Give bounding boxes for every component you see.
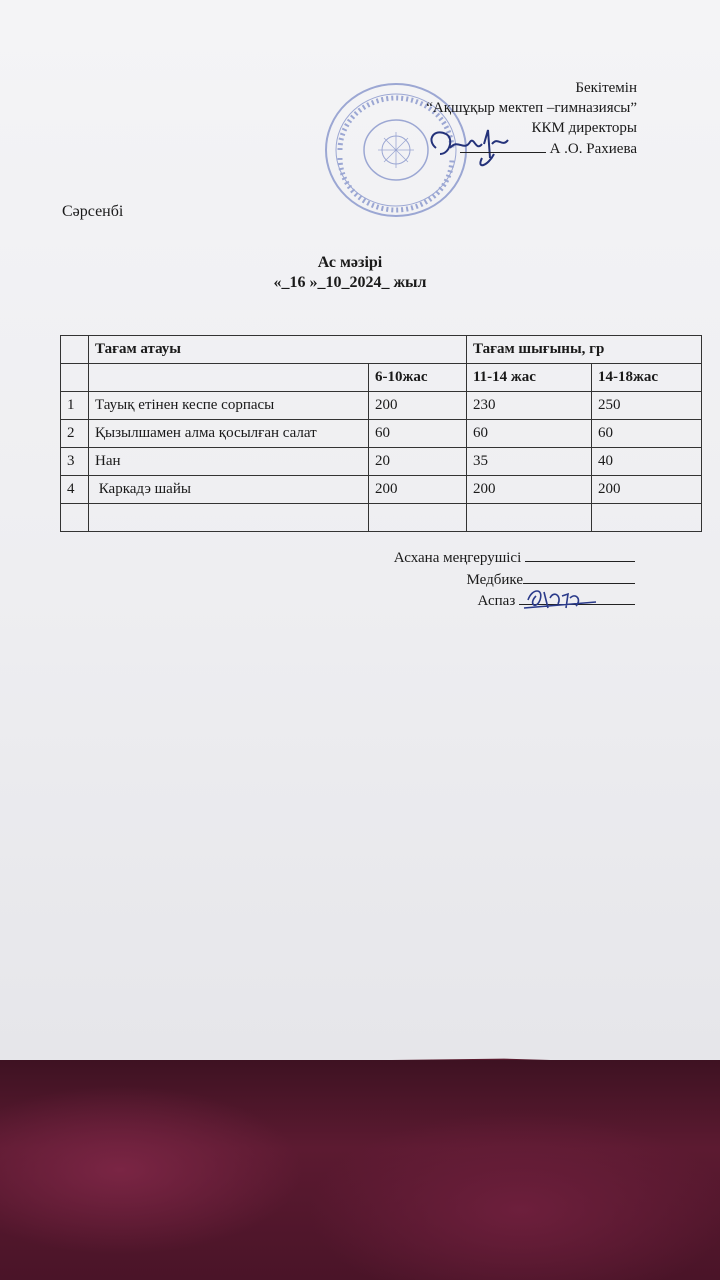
portion-value: 60: [592, 420, 702, 448]
dish-name: Тауық етінен кеспе сорпасы: [89, 392, 369, 420]
cook-signature-scribble: [522, 582, 598, 616]
row-number: 3: [61, 448, 89, 476]
menu-table: [60, 335, 702, 532]
approval-block: [426, 78, 637, 159]
column-header-dish: Тағам атауы: [89, 336, 467, 364]
director-signature-line: [426, 138, 637, 159]
table-row: [61, 448, 702, 476]
portion-value: 200: [467, 476, 592, 504]
nurse-label: Медбике: [466, 572, 523, 588]
portion-value: 60: [369, 420, 467, 448]
portion-value: 200: [369, 476, 467, 504]
approval-heading: Бекітемін: [575, 80, 637, 96]
portion-value: 40: [592, 448, 702, 476]
age-group-row: [61, 364, 702, 392]
portion-value: 20: [369, 448, 467, 476]
portion-value: 200: [592, 476, 702, 504]
portion-value: 250: [592, 392, 702, 420]
menu-date: «_16 »_10_2024_ жыл: [273, 274, 427, 291]
table-row: [61, 392, 702, 420]
table-row: [61, 420, 702, 448]
table-header-row: [61, 336, 702, 364]
age-group-header: 14-18жас: [592, 364, 702, 392]
portion-value: 200: [369, 392, 467, 420]
row-number: 1: [61, 392, 89, 420]
dish-name: Нан: [89, 448, 369, 476]
dish-name: Қызылшамен алма қосылған салат: [89, 420, 369, 448]
column-header-portion: Тағам шығыны, гр: [467, 336, 702, 364]
background-fabric: [0, 1060, 720, 1280]
table-row: [61, 476, 702, 504]
portion-value: 60: [467, 420, 592, 448]
row-number: 4: [61, 476, 89, 504]
age-group-header: 6-10жас: [369, 364, 467, 392]
age-group-header: 11-14 жас: [467, 364, 592, 392]
menu-title: Ас мәзірі: [317, 254, 383, 271]
dish-name: Каркадэ шайы: [89, 476, 369, 504]
director-position: ККМ директоры: [531, 120, 637, 136]
weekday: Сәрсенбі: [62, 203, 124, 220]
portion-value: 230: [467, 392, 592, 420]
row-number: 2: [61, 420, 89, 448]
director-name: А .О. Рахиева: [549, 141, 637, 157]
school-name: “Ақшұқыр мектеп –гимназиясы”: [426, 100, 637, 116]
canteen-manager-label: Асхана меңгерушісі: [393, 550, 522, 566]
empty-row: [61, 504, 702, 532]
portion-value: 35: [467, 448, 592, 476]
cook-label: Аспаз: [477, 593, 516, 609]
canteen-manager-signature: [394, 547, 635, 567]
